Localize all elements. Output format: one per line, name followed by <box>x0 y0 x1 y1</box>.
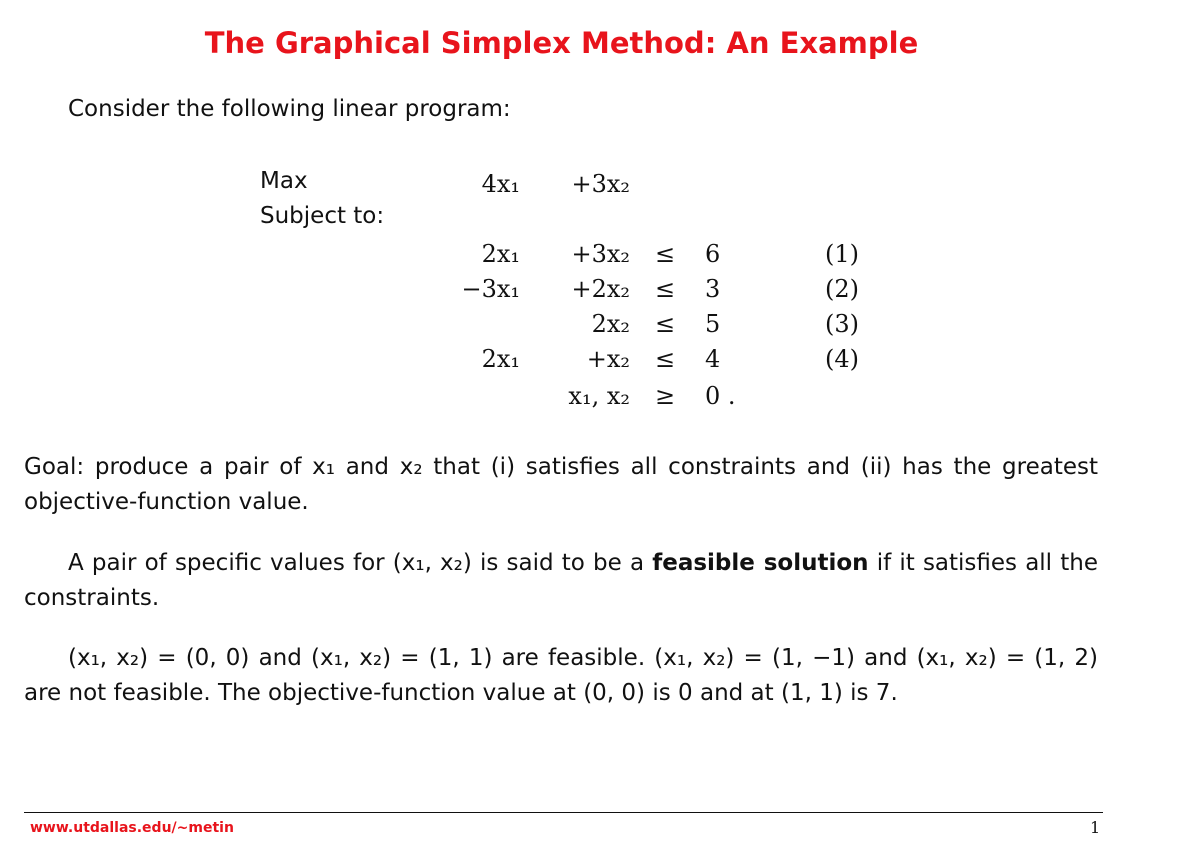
constraint-relation: ≤ <box>654 275 676 303</box>
constraint-number: (3) <box>825 310 859 338</box>
nonneg-rhs: 0 . <box>705 382 736 410</box>
footer-url-link[interactable]: www.utdallas.edu/~metin <box>30 820 234 836</box>
footer-rule <box>24 812 1103 813</box>
constraint-term-x2: +3x₂ <box>571 240 630 268</box>
examples-paragraph <box>24 641 1098 711</box>
constraint-rhs: 6 <box>705 240 721 268</box>
constraint-relation: ≤ <box>654 345 676 373</box>
constraint-number: (2) <box>825 275 859 303</box>
constraint-term-x1: −3x₁ <box>461 275 520 303</box>
page-number: 1 <box>1090 818 1101 837</box>
nonneg-vars: x₁, x₂ <box>568 382 630 410</box>
feasible-text-before: A pair of specific values for (x₁, x₂) is said to be a <box>68 550 653 576</box>
examples-text: (x₁, x₂) = (0, 0) and (x₁, x₂) = (1, 1) are feasible. (x₁, x₂) = (1, −1) and (x₁, x₂) = (1, 2) are not feasible. The objective-function value at (0, 0) is 0 and at (1, 1) is 7. <box>24 645 1098 706</box>
constraint-term-x2: +2x₂ <box>571 275 630 303</box>
constraint-rhs: 4 <box>705 345 721 373</box>
intro-text: Consider the following linear program: <box>68 96 511 122</box>
feasible-solution-term: feasible solution <box>652 550 869 576</box>
constraint-rhs: 5 <box>705 310 721 338</box>
goal-paragraph: Goal: produce a pair of x₁ and x₂ that (i) satisfies all constraints and (ii) has the greatest objective-function value. <box>24 454 1098 515</box>
constraint-term-x2: +x₂ <box>586 345 630 373</box>
page-title: The Graphical Simplex Method: An Example <box>204 26 919 60</box>
nonneg-relation: ≥ <box>654 382 676 410</box>
constraint-number: (1) <box>825 240 859 268</box>
objective-term-2: +3x₂ <box>571 170 630 198</box>
constraint-term-x1: 2x₁ <box>481 345 520 373</box>
feasible-text-after: if it satisfies all the constraints. <box>24 550 1098 611</box>
objective-term-1: 4x₁ <box>481 170 520 198</box>
constraint-relation: ≤ <box>654 310 676 338</box>
subject-to-label: Subject to: <box>260 203 385 229</box>
feasible-definition-paragraph <box>24 546 1098 616</box>
constraint-term-x2: 2x₂ <box>591 310 630 338</box>
constraint-relation: ≤ <box>654 240 676 268</box>
constraint-number: (4) <box>825 345 859 373</box>
objective-label: Max <box>260 168 308 194</box>
constraint-term-x1: 2x₁ <box>481 240 520 268</box>
constraint-rhs: 3 <box>705 275 721 303</box>
